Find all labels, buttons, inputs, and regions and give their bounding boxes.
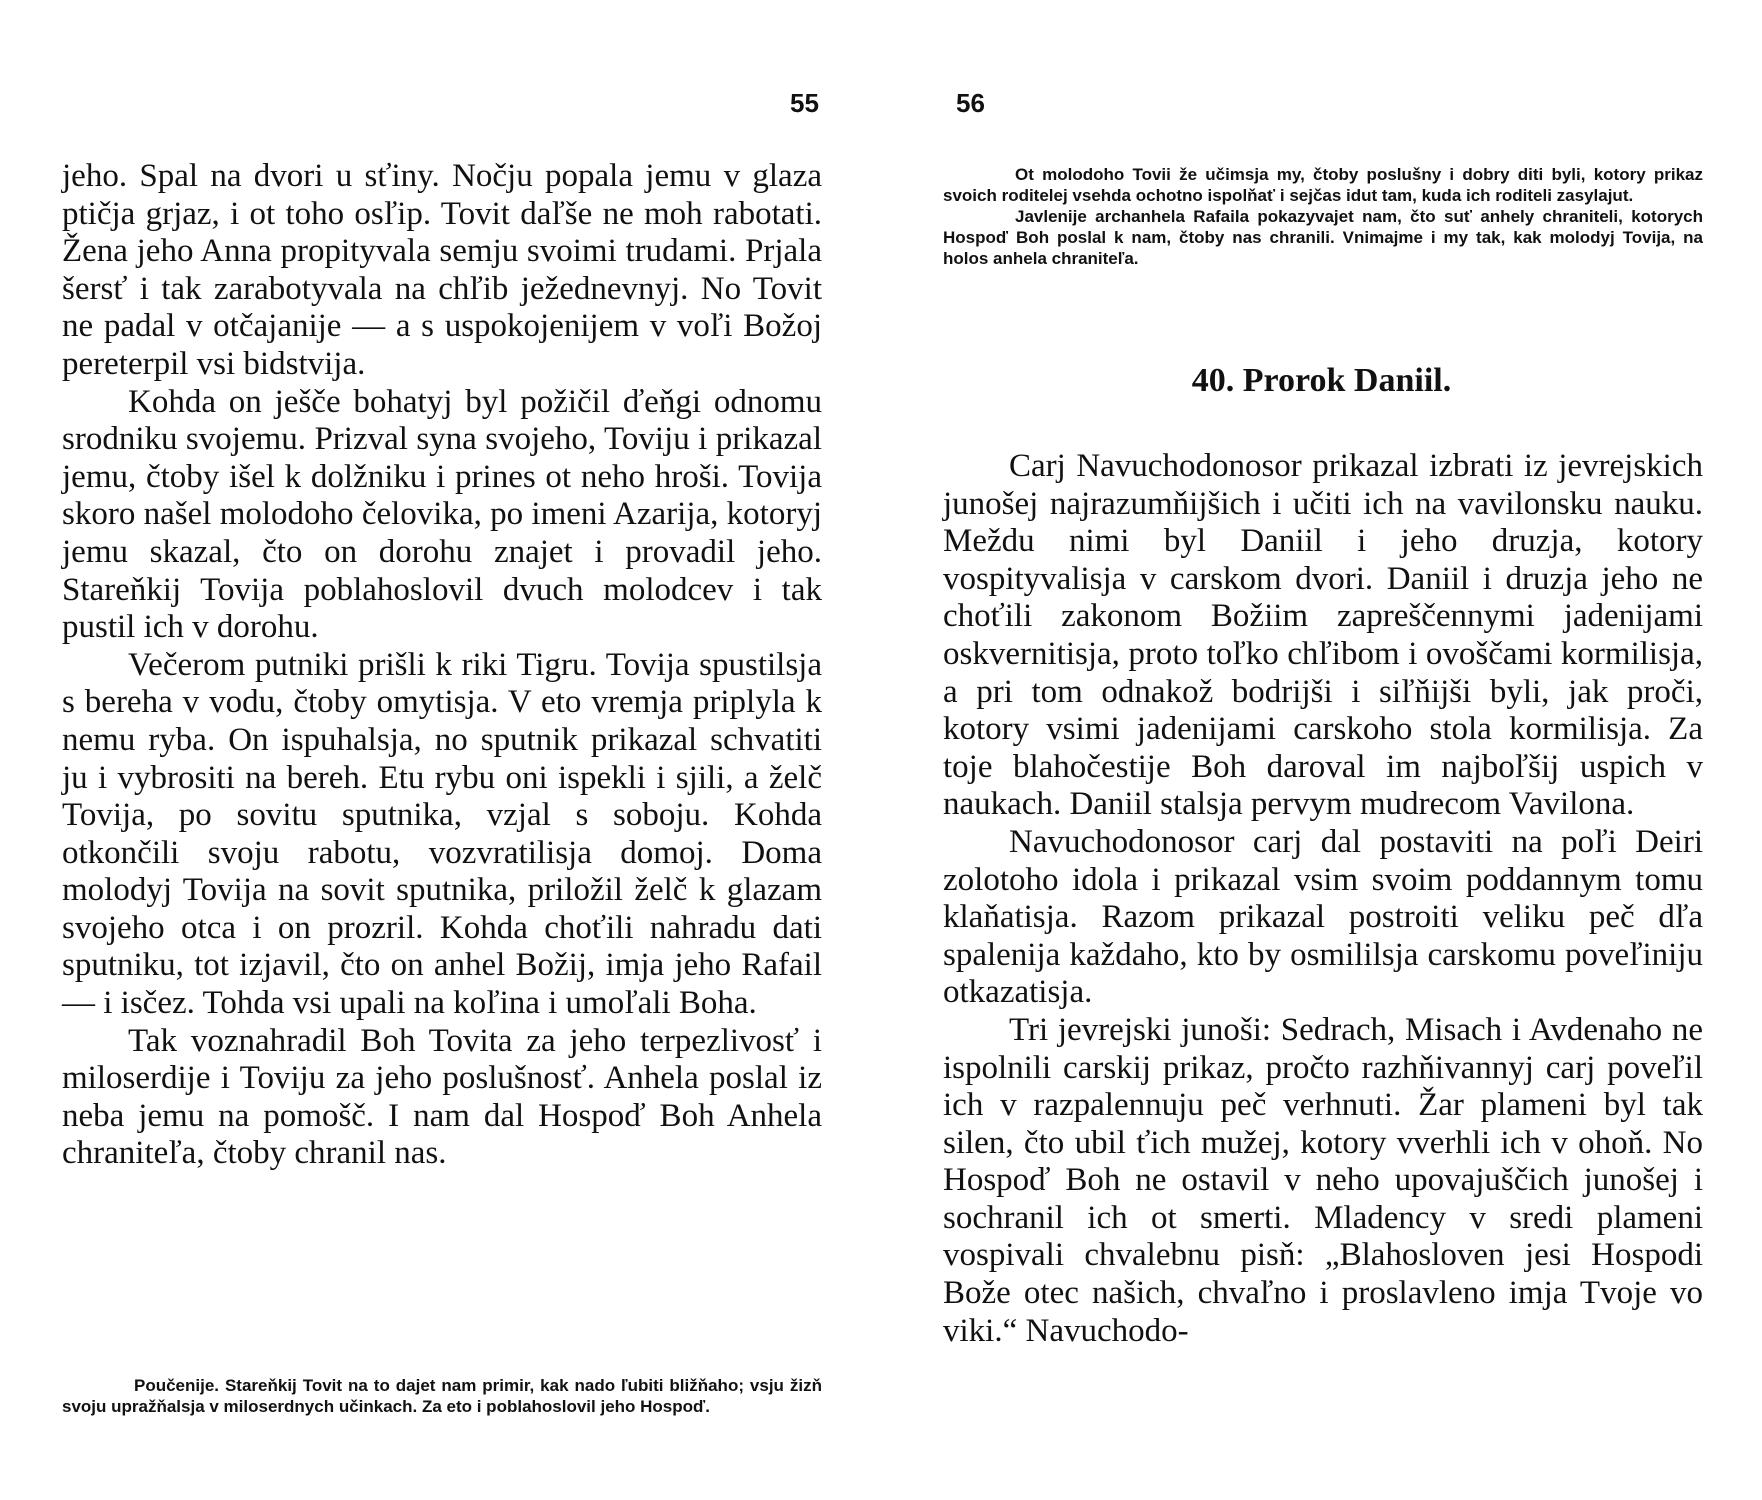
lesson-note xyxy=(943,164,1703,269)
paragraph: jeho. Spal na dvori u sťiny. Nočju popala jemu v glaza ptičja grjaz, i ot toho osľip. Tovit daľše ne moh rabotati. Žena jeho Anna propityvala semju svoimi trudami. Prjala šersť i tak zarabotyvala na chľib ježednevnyj. No Tovit ne padal v otčajanije — a s uspokojenijem v voľi Božoj pereterpil vsi bidstvija. xyxy=(62,158,822,382)
paragraph: Tak voznahradil Boh Tovita za jeho terpezlivosť i miloserdije i Toviju za jeho poslušnosť. Anhela poslal iz neba jemu na pomošč. I nam dal Hospoď Boh Anhela chraniteľa, čtoby chranil nas. xyxy=(62,1022,822,1172)
right-page-body xyxy=(943,448,1703,1350)
paragraph: Kohda on ješče bohatyj byl požičil ďeňgi odnomu srodniku svojemu. Prizval syna svojeho, Toviju i prikazal jemu, čtoby išel k dolžniku i prines ot neho hroši. Tovija skoro našel molodoho čelovika, po imeni Azarija, kotoryj jemu skazal, čto on dorohu znajet i provadil jeho. Stareňkij Tovija poblahoslovil dvuch molodcev i tak pustil ich v dorohu. xyxy=(62,383,822,646)
left-page-body xyxy=(62,158,822,1173)
chapter-title: 40. Prorok Daniil. xyxy=(1191,362,1452,399)
paragraph: Večerom putniki prišli k riki Tigru. Tovija spustilsja s bereha v vodu, čtoby omytisja. V eto vremja priplyla k nemu ryba. On ispuhalsja, no sputnik prikazal schvatiti ju i vybrositi na bereh. Etu rybu oni ispekli i sjili, a želč Tovija, po sovitu sputnika, vzjal s soboju. Kohda otkončili svoju rabotu, vozvratilisja domoj. Doma molodyj Tovija na sovit sputnika, priložil želč k glazam svojeho otca i on prozril. Kohda choťili nahradu dati sputniku, tot izjavil, čto on anhel Božij, imja jeho Rafail — i isčez. Tohda vsi upali na koľina i umoľali Boha. xyxy=(62,646,822,1022)
page-number: 56 xyxy=(956,88,985,118)
paragraph: Navuchodonosor carj dal postaviti na poľi Deiri zolotoho idola i prikazal vsim svoim poddannym tomu klaňatisja. Razom prikazal postroiti veliku peč dľa spalenija každaho, kto by osmililsja carskomu poveľiniju otkazatisja. xyxy=(943,823,1703,1011)
page-number: 55 xyxy=(790,88,819,118)
paragraph: Tri jevrejski junoši: Sedrach, Misach i Avdenaho ne ispolnili carskij prikaz, pročto razhňivannyj carj poveľil ich v razpalennuju peč verhnuti. Žar plameni byl tak silen, čto ubil ťich mužej, kotory vverhli ich v ohoň. No Hospoď Boh ne ostavil v neho upovajuščich junošej i sochranil ich ot smerti. Mladency v sredi plameni vospivali chvalebnu pisň: „Blahosloven jesi Hospodi Bože otec našich, chvaľno i proslavleno imja Tvoje vo viki.“ Navuchodo- xyxy=(943,1011,1703,1349)
paragraph: Carj Navuchodonosor prikazal izbrati iz jevrejskich junošej najrazumňijšich i učiti ich na vavilonsku nauku. Meždu nimi byl Daniil i jeho druzja, kotory vospityvalisja v carskom dvori. Daniil i druzja jeho ne choťili zakonom Božiim zapreščennymi jadenijami oskvernitisja, proto toľko chľibom i ovoščami kormilisja, a pri tom odnakož bodrijši i siľňijši byli, jak proči, kotory vsimi jadenijami carskoho stola kormilisja. Za toje blahočestije Boh daroval im najboľšij uspich v naukach. Daniil stalsja pervym mudrecom Vavilona. xyxy=(943,448,1703,823)
note-paragraph: Javlenije archanhela Rafaila pokazyvajet nam, čto suť anhely chraniteli, kotorych Hospoď Boh poslal k nam, čtoby nas chranili. Vnimajme i my tak, kak molodyj Tovija, na holos anhela chraniteľa. xyxy=(943,207,1703,268)
lesson-text: Poučenije. Stareňkij Tovit na to dajet nam primir, kak nado ľubiti bližňaho; vsju žizň svoju upražňalsja v miloserdnych učinkach. Za eto i poblahoslovil jeho Hospoď. xyxy=(62,1376,822,1416)
note-paragraph: Ot molodoho Tovii že učimsja my, čtoby poslušny i dobry diti byli, kotory prikaz svoich roditelej vsehda ochotno ispolňať i sejčas idut tam, kuda ich roditeli zasylajut. xyxy=(943,165,1703,205)
lesson-note xyxy=(62,1375,822,1417)
